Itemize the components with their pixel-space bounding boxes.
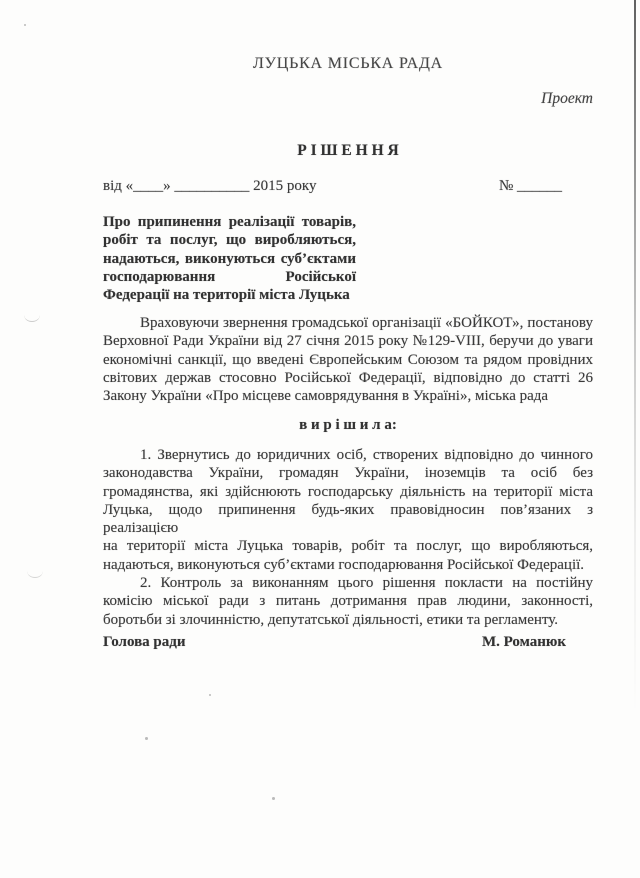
- scan-speck-artifact: [209, 694, 211, 696]
- signature-row: [103, 634, 566, 651]
- paragraph-line: Закону України «Про місцеве самоврядування в Україні», міська рада: [103, 388, 549, 405]
- subject-line: робіт та послуг, що виробляються,: [103, 232, 356, 249]
- paragraph-line: Верховної Ради України від 27 січня 2015 року №129-VIII, беручи до уваги: [103, 333, 593, 350]
- scan-smudge-artifact: [24, 315, 40, 322]
- subject-line: Про припинення реалізації товарів,: [103, 214, 356, 230]
- paragraph-line: комісію міської ради з питань дотримання прав людини, законності,: [103, 593, 593, 610]
- date-blank-line: від «____» __________ 2015 року: [103, 178, 317, 194]
- decision-item-1: [103, 446, 593, 574]
- intro-paragraph: [103, 314, 593, 405]
- decision-items: [103, 446, 593, 629]
- draft-label: Проект: [541, 90, 593, 107]
- scan-speck-artifact: [145, 737, 148, 740]
- scan-edge-artifact: [634, 0, 636, 712]
- subject-block: [103, 213, 356, 304]
- paragraph-line: боротьби зі злочинністю, депутатської діяльності, етики та регламенту.: [103, 611, 559, 628]
- paragraph-line: Враховуючи звернення громадської організації «БОЙКОТ», постанову: [140, 315, 593, 331]
- paragraph-line: на території міста Луцька товарів, робіт та послуг, що виробляються,: [103, 538, 593, 555]
- subject-line: Федерації на території міста Луцька: [103, 287, 350, 304]
- signature-name: М. Романюк: [481, 634, 566, 650]
- paragraph-line: світових держав стосовно Російської Федерації, відповідно до статті 26: [103, 369, 593, 386]
- subject-line: надаються, виконуються суб’єктами: [103, 250, 356, 267]
- decision-item-2: [103, 574, 593, 629]
- council-name: ЛУЦЬКА МІСЬКА РАДА: [252, 55, 444, 72]
- paragraph-line: надаються, виконуються суб’єктами господарювання Російської Федерації.: [103, 556, 585, 573]
- date-number-row: [103, 178, 593, 197]
- scan-speck-artifact: [272, 797, 275, 800]
- decision-number-blank: № ______: [499, 178, 563, 194]
- paragraph-line: законодавства України, громадян України, іноземців та осіб без: [103, 465, 593, 482]
- paragraph-line: 2. Контроль за виконанням цього рішення покласти на постійну: [140, 575, 593, 592]
- paragraph-line: Луцька, щодо припинення будь-яких правовідносин пов’язаних з реалізацією: [103, 501, 593, 537]
- signature-position: Голова ради: [103, 634, 186, 650]
- decision-title: Р І Ш Е Н Н Я: [297, 142, 399, 159]
- subject-line: господарювання Російської: [103, 268, 356, 285]
- paragraph-line: 1. Звернутись до юридичних осіб, створених відповідно до чинного: [140, 447, 593, 463]
- scan-smudge-artifact: [27, 571, 43, 578]
- resolved-label: в и р і ш и л а:: [299, 417, 397, 433]
- paragraph-line: економічні санкції, що введені Європейським Союзом та рядом провідних: [103, 351, 593, 368]
- paragraph-line: громадянства, які здійснюють господарську діяльність на території міста: [103, 483, 593, 500]
- scan-speck-artifact: [24, 24, 26, 26]
